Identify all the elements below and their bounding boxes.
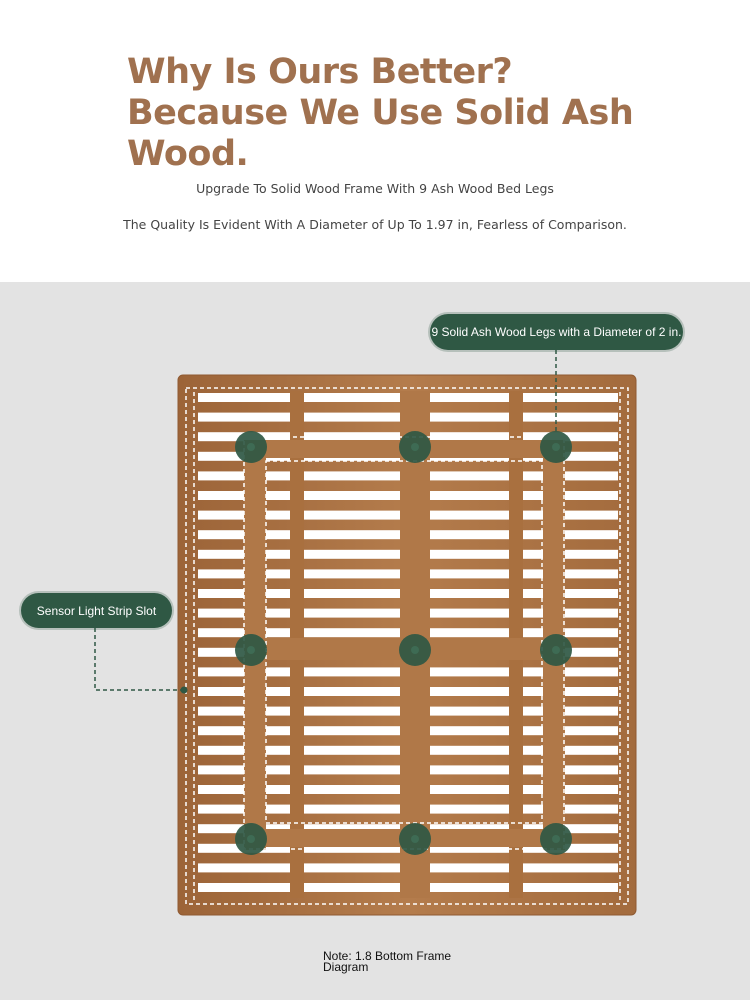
slat xyxy=(430,569,509,578)
slat xyxy=(523,609,618,618)
slat xyxy=(304,746,400,755)
slat xyxy=(304,726,400,735)
slat xyxy=(523,413,618,422)
slat xyxy=(430,413,509,422)
slat xyxy=(304,550,400,559)
bed-leg-center xyxy=(411,443,419,451)
slat xyxy=(430,785,509,794)
slat xyxy=(304,863,400,872)
slat xyxy=(430,746,509,755)
slat xyxy=(198,413,290,422)
slat xyxy=(304,883,400,892)
bed-leg-center xyxy=(247,646,255,654)
slat xyxy=(523,471,618,480)
diagram-note: Note: 1.8 Bottom Frame Diagram xyxy=(323,949,452,974)
slat xyxy=(304,687,400,696)
bed-leg-center xyxy=(247,835,255,843)
slat xyxy=(523,746,618,755)
slat xyxy=(304,413,400,422)
slat xyxy=(304,785,400,794)
slat xyxy=(523,805,618,814)
slat xyxy=(198,393,290,402)
slat xyxy=(304,530,400,539)
slat xyxy=(304,628,400,637)
slat xyxy=(523,569,618,578)
slat xyxy=(523,530,618,539)
bed-leg-center xyxy=(411,646,419,654)
slat xyxy=(430,628,509,637)
slat xyxy=(430,491,509,500)
slat xyxy=(304,667,400,676)
slat xyxy=(523,785,618,794)
slat xyxy=(304,805,400,814)
bed-leg-center xyxy=(247,443,255,451)
slat xyxy=(523,765,618,774)
slat xyxy=(304,471,400,480)
bed-leg-center xyxy=(552,443,560,451)
slat xyxy=(430,726,509,735)
slat xyxy=(430,883,509,892)
slat xyxy=(523,511,618,520)
slat xyxy=(430,707,509,716)
slat xyxy=(523,707,618,716)
slat xyxy=(523,687,618,696)
slat xyxy=(304,491,400,500)
slat xyxy=(304,589,400,598)
slat xyxy=(523,393,618,402)
bed-leg-center xyxy=(552,835,560,843)
callout-slot-line xyxy=(95,628,184,690)
slat xyxy=(523,726,618,735)
slat xyxy=(523,863,618,872)
slat xyxy=(523,432,618,441)
slat xyxy=(430,863,509,872)
slat xyxy=(523,883,618,892)
slat xyxy=(304,707,400,716)
slat xyxy=(304,765,400,774)
slat xyxy=(430,393,509,402)
slat xyxy=(304,393,400,402)
slat xyxy=(430,511,509,520)
slat xyxy=(523,628,618,637)
sensor-slot-callout: Sensor Light Strip Slot xyxy=(21,593,172,628)
slat xyxy=(430,530,509,539)
subtitle-diameter: The Quality Is Evident With A Diameter of Up To 1.97 in, Fearless of Comparison. xyxy=(123,217,627,232)
bed-leg-center xyxy=(411,835,419,843)
slat xyxy=(430,550,509,559)
slat xyxy=(430,805,509,814)
slat xyxy=(198,863,290,872)
slat xyxy=(523,491,618,500)
slat xyxy=(430,589,509,598)
callout-slot-dot xyxy=(181,687,188,694)
subtitle-legs: Upgrade To Solid Wood Frame With 9 Ash Wood Bed Legs xyxy=(196,181,554,196)
slat xyxy=(430,765,509,774)
slat xyxy=(304,511,400,520)
slat xyxy=(523,667,618,676)
page-title: Why Is Ours Better? Because We Use Solid Ash Wood. xyxy=(127,52,634,174)
legs-callout: 9 Solid Ash Wood Legs with a Diameter of 2 in. xyxy=(430,314,683,350)
slat xyxy=(430,609,509,618)
slat xyxy=(198,883,290,892)
slat xyxy=(304,569,400,578)
slat xyxy=(430,471,509,480)
slat xyxy=(523,589,618,598)
slat xyxy=(430,687,509,696)
slat xyxy=(430,667,509,676)
slat xyxy=(523,550,618,559)
slat xyxy=(304,609,400,618)
bed-leg-center xyxy=(552,646,560,654)
